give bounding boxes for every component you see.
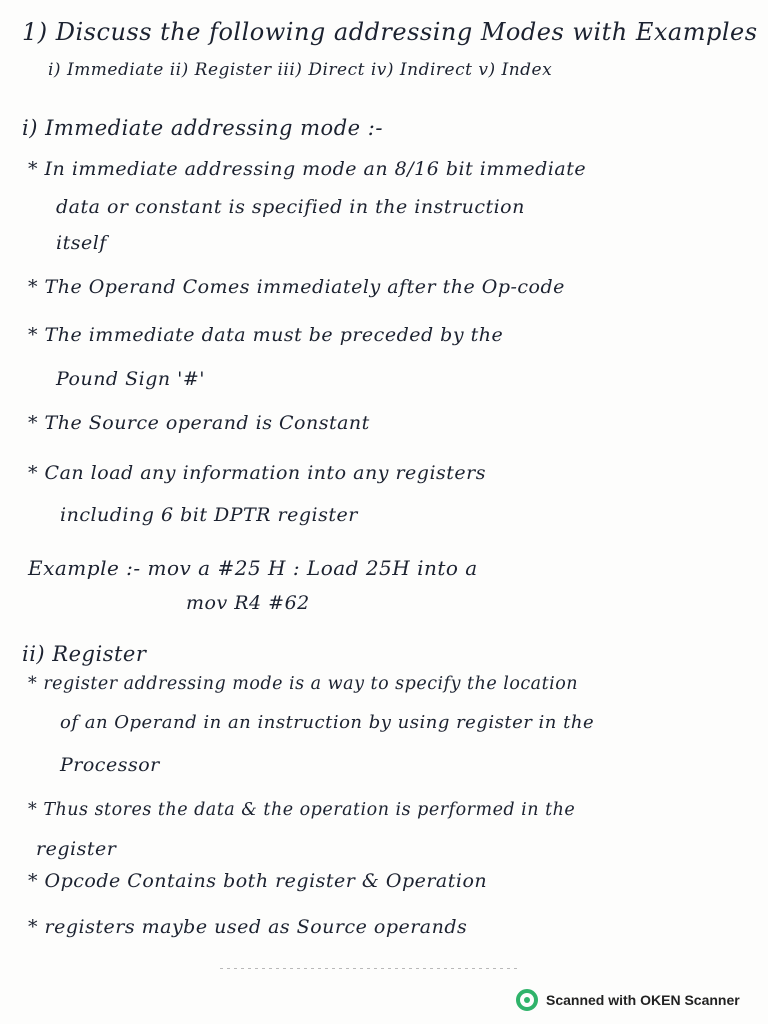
scanner-watermark [516, 990, 740, 1010]
example-line: mov R4 #62 [186, 592, 310, 614]
text-line: Processor [60, 754, 160, 776]
text-line: * The Operand Comes immediately after the Op-code [28, 276, 565, 298]
text-line: * registers maybe used as Source operands [28, 916, 468, 938]
text-line: * The Source operand is Constant [28, 412, 370, 434]
modes-list: i) Immediate ii) Register iii) Direct iv) Indirect v) Index [48, 60, 553, 80]
watermark-text: Scanned with OKEN Scanner [546, 992, 740, 1008]
text-line: including 6 bit DPTR register [60, 504, 358, 526]
section-heading-register: ii) Register [22, 642, 147, 666]
text-line: * Can load any information into any registers [28, 462, 486, 484]
page-bottom-edge [220, 968, 520, 969]
text-line: register [36, 838, 117, 860]
text-line: * register addressing mode is a way to specify the location [28, 674, 579, 694]
text-line: * Thus stores the data & the operation is performed in the [28, 800, 576, 820]
text-line: Pound Sign '#' [56, 368, 206, 390]
example-line: Example :- mov a #25 H : Load 25H into a [28, 556, 478, 580]
text-line: of an Operand in an instruction by using register in the [60, 712, 595, 733]
question-title: 1) Discuss the following addressing Modes with Examples [22, 18, 758, 46]
text-line: data or constant is specified in the instruction [56, 196, 525, 218]
text-line: * Opcode Contains both register & Operation [28, 870, 488, 892]
text-line: * In immediate addressing mode an 8/16 bit immediate [28, 158, 587, 180]
text-line: itself [56, 232, 107, 254]
oken-logo-icon [516, 989, 538, 1011]
text-line: * The immediate data must be preceded by the [28, 324, 504, 346]
section-heading-immediate: i) Immediate addressing mode :- [22, 116, 383, 140]
